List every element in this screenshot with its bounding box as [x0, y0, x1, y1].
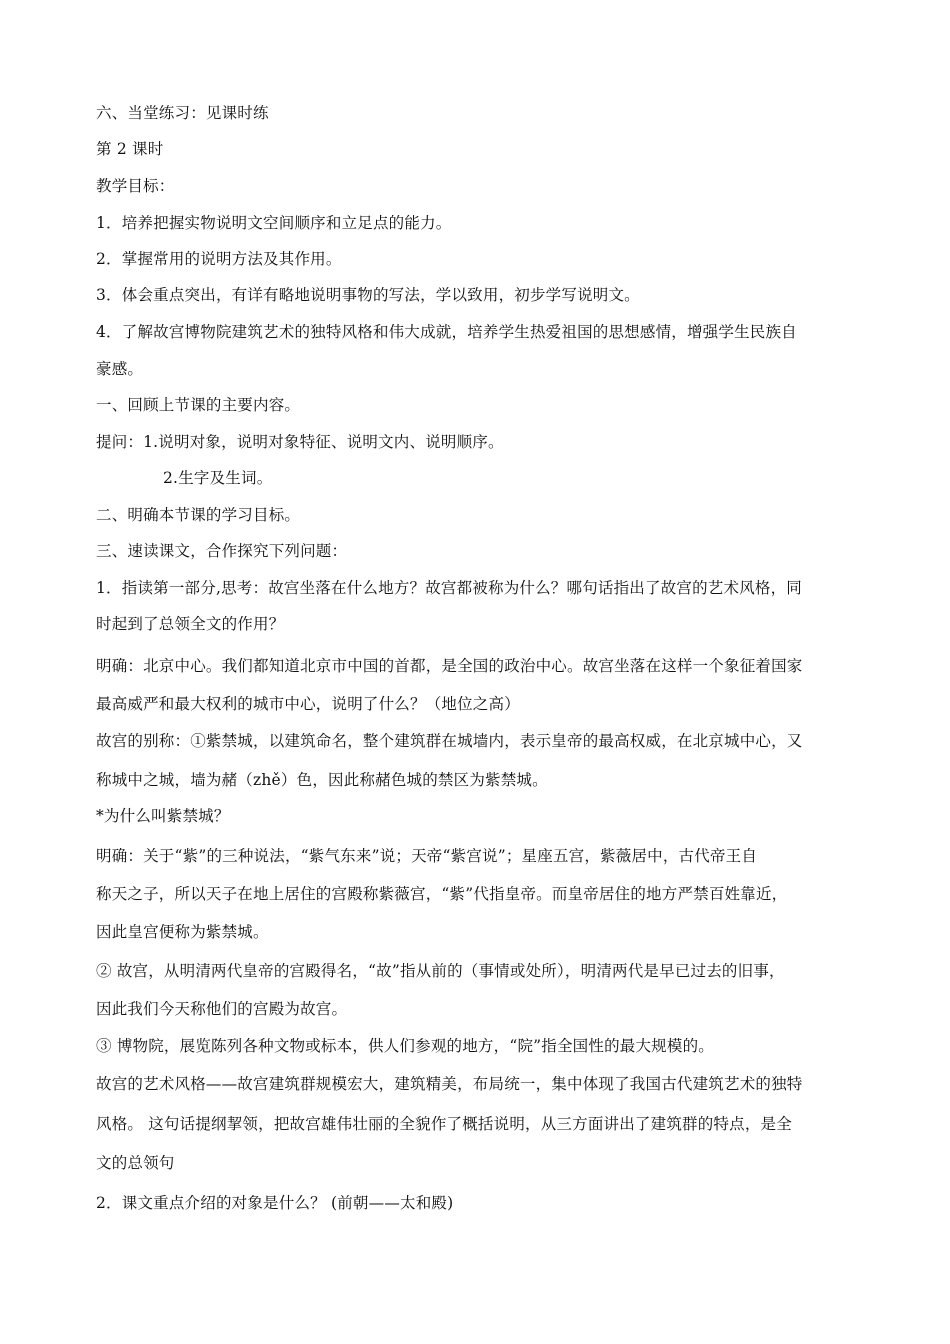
art-style-line-3: 文的总领句 — [96, 1154, 175, 1172]
alias-line-1: 故宫的别称：①紫禁城，以建筑命名，整个建筑群在城墙内，表示皇帝的最高权威，在北京城中心，又 — [96, 732, 803, 750]
objective-4-line-1: 4．了解故宫博物院建筑艺术的独特风格和伟大成就，培养学生热爱祖国的思想感情，增强学生民族自 — [96, 323, 797, 341]
answer-location-line-1: 明确：北京中心。我们都知道北京市中国的首都，是全国的政治中心。故宫坐落在这样一个象征着国家 — [96, 657, 803, 675]
museum-name: ③ 博物院，展览陈列各种文物或标本，供人们参观的地方，“院”指全国性的最大规模的。 — [96, 1037, 714, 1055]
why-forbidden-city: *为什么叫紫禁城？ — [96, 807, 230, 825]
palace-name-line-1: ② 故宫，从明清两代皇帝的宫殿得名，“故”指从前的（事情或处所），明清两代是早已过去的旧事， — [96, 962, 785, 980]
objective-1: 1．培养把握实物说明文空间顺序和立足点的能力。 — [96, 214, 452, 232]
art-style-line-2: 风格。 这句话提纲挈领，把故宫雄伟壮丽的全貌作了概括说明，从三方面讲出了建筑群的特点，是全 — [96, 1115, 792, 1133]
review-question-1: 提问：1.说明对象，说明对象特征、说明文内、说明顺序。 — [96, 433, 504, 451]
section-heading-practice: 六、当堂练习：见课时练 — [96, 104, 269, 122]
objective-2: 2．掌握常用的说明方法及其作用。 — [96, 250, 342, 268]
answer-purple-line-3: 因此皇宫便称为紫禁城。 — [96, 923, 269, 941]
objectives-heading: 教学目标： — [96, 177, 175, 195]
answer-location-line-2: 最高威严和最大权利的城市中心，说明了什么？（地位之高） — [96, 695, 520, 713]
palace-name-line-2: 因此我们今天称他们的宫殿为故宫。 — [96, 1000, 348, 1018]
review-question-2: 2.生字及生词。 — [163, 469, 273, 487]
question-2: 2．课文重点介绍的对象是什么？ (前朝——太和殿) — [96, 1194, 454, 1212]
objective-3: 3．体会重点突出，有详有略地说明事物的写法，学以致用，初步学写说明文。 — [96, 286, 640, 304]
lesson-title: 第 2 课时 — [96, 140, 164, 158]
objective-4-line-2: 豪感。 — [96, 360, 144, 378]
art-style-line-1: 故宫的艺术风格——故宫建筑群规模宏大，建筑精美，布局统一，集中体现了我国古代建筑艺术的独特 — [96, 1075, 803, 1093]
section-goals: 二、明确本节课的学习目标。 — [96, 506, 301, 524]
question-1-line-2: 时起到了总领全文的作用？ — [96, 615, 285, 633]
section-review: 一、回顾上节课的主要内容。 — [96, 396, 301, 414]
question-1-line-1: 1．指读第一部分,思考：故宫坐落在什么地方？故宫都被称为什么？哪句话指出了故宫的艺术风格，同 — [96, 579, 802, 597]
answer-purple-line-1: 明确：关于“紫”的三种说法，“紫气东来”说；天帝“紫宫说”；星座五宫，紫薇居中，古代帝王自 — [96, 847, 758, 865]
section-reading: 三、速读课文，合作探究下列问题： — [96, 542, 348, 560]
answer-purple-line-2: 称天之子，所以天子在地上居住的宫殿称紫薇宫，“紫”代指皇帝。而皇帝居住的地方严禁百姓靠近， — [96, 885, 788, 903]
alias-line-2: 称城中之城，墙为赭（zhě）色，因此称赭色城的禁区为紫禁城。 — [96, 771, 548, 789]
